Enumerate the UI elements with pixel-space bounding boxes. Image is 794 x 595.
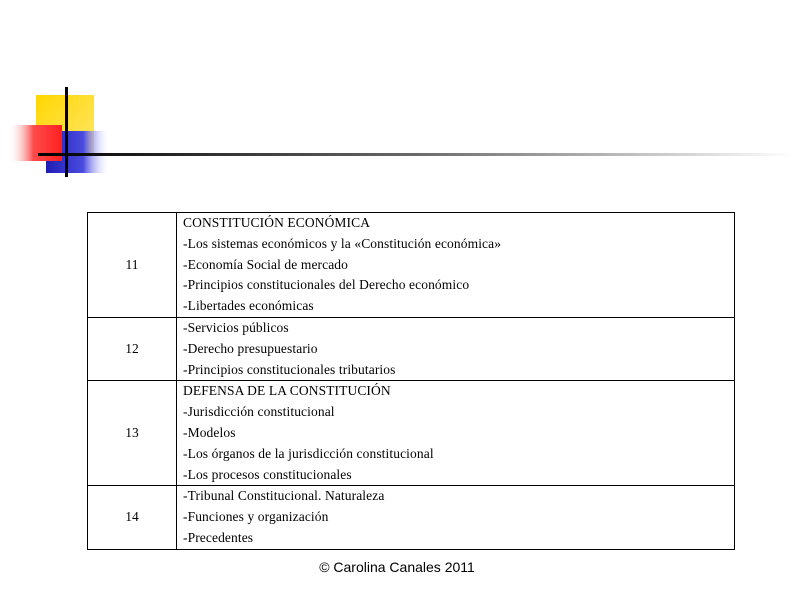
table-row	[88, 381, 735, 486]
unit-number: 13	[88, 381, 177, 486]
topic-line: -Libertades económicas	[183, 298, 314, 314]
topic-line: DEFENSA DE LA CONSTITUCIÓN	[183, 383, 391, 399]
unit-content	[177, 381, 735, 486]
unit-content	[177, 213, 735, 318]
unit-content	[177, 317, 735, 380]
copyright-footer: © Carolina Canales 2011	[319, 559, 475, 575]
topic-line: -Los sistemas económicos y la «Constitución económica»	[183, 235, 502, 251]
topic-line: -Principios constitucionales del Derecho económico	[183, 277, 470, 293]
table-row	[88, 317, 735, 380]
topic-line: -Los órganos de la jurisdicción constitucional	[183, 445, 434, 461]
horizontal-rule	[38, 153, 794, 156]
topic-line: -Jurisdicción constitucional	[183, 404, 335, 420]
topic-line: -Los procesos constitucionales	[183, 466, 352, 482]
vertical-rule	[65, 87, 68, 177]
unit-number: 12	[88, 317, 177, 380]
unit-number: 14	[88, 486, 177, 549]
topic-line: -Economía Social de mercado	[183, 256, 349, 272]
table-row	[88, 213, 735, 318]
syllabus-table-body	[88, 213, 735, 550]
table-row	[88, 486, 735, 549]
topic-line: -Tribunal Constitucional. Naturaleza	[183, 488, 385, 504]
topic-line: -Precedentes	[183, 529, 254, 545]
unit-number: 11	[88, 213, 177, 318]
topic-line: -Funciones y organización	[183, 509, 329, 525]
unit-content	[177, 486, 735, 549]
topic-line: -Modelos	[183, 424, 236, 440]
topic-line: CONSTITUCIÓN ECONÓMICA	[183, 215, 371, 230]
topic-line: -Derecho presupuestario	[183, 340, 318, 356]
decorative-corner-graphic	[0, 0, 794, 200]
syllabus-table	[87, 212, 735, 550]
topic-line: -Principios constitucionales tributarios	[183, 361, 396, 377]
topic-line: -Servicios públicos	[183, 319, 289, 335]
